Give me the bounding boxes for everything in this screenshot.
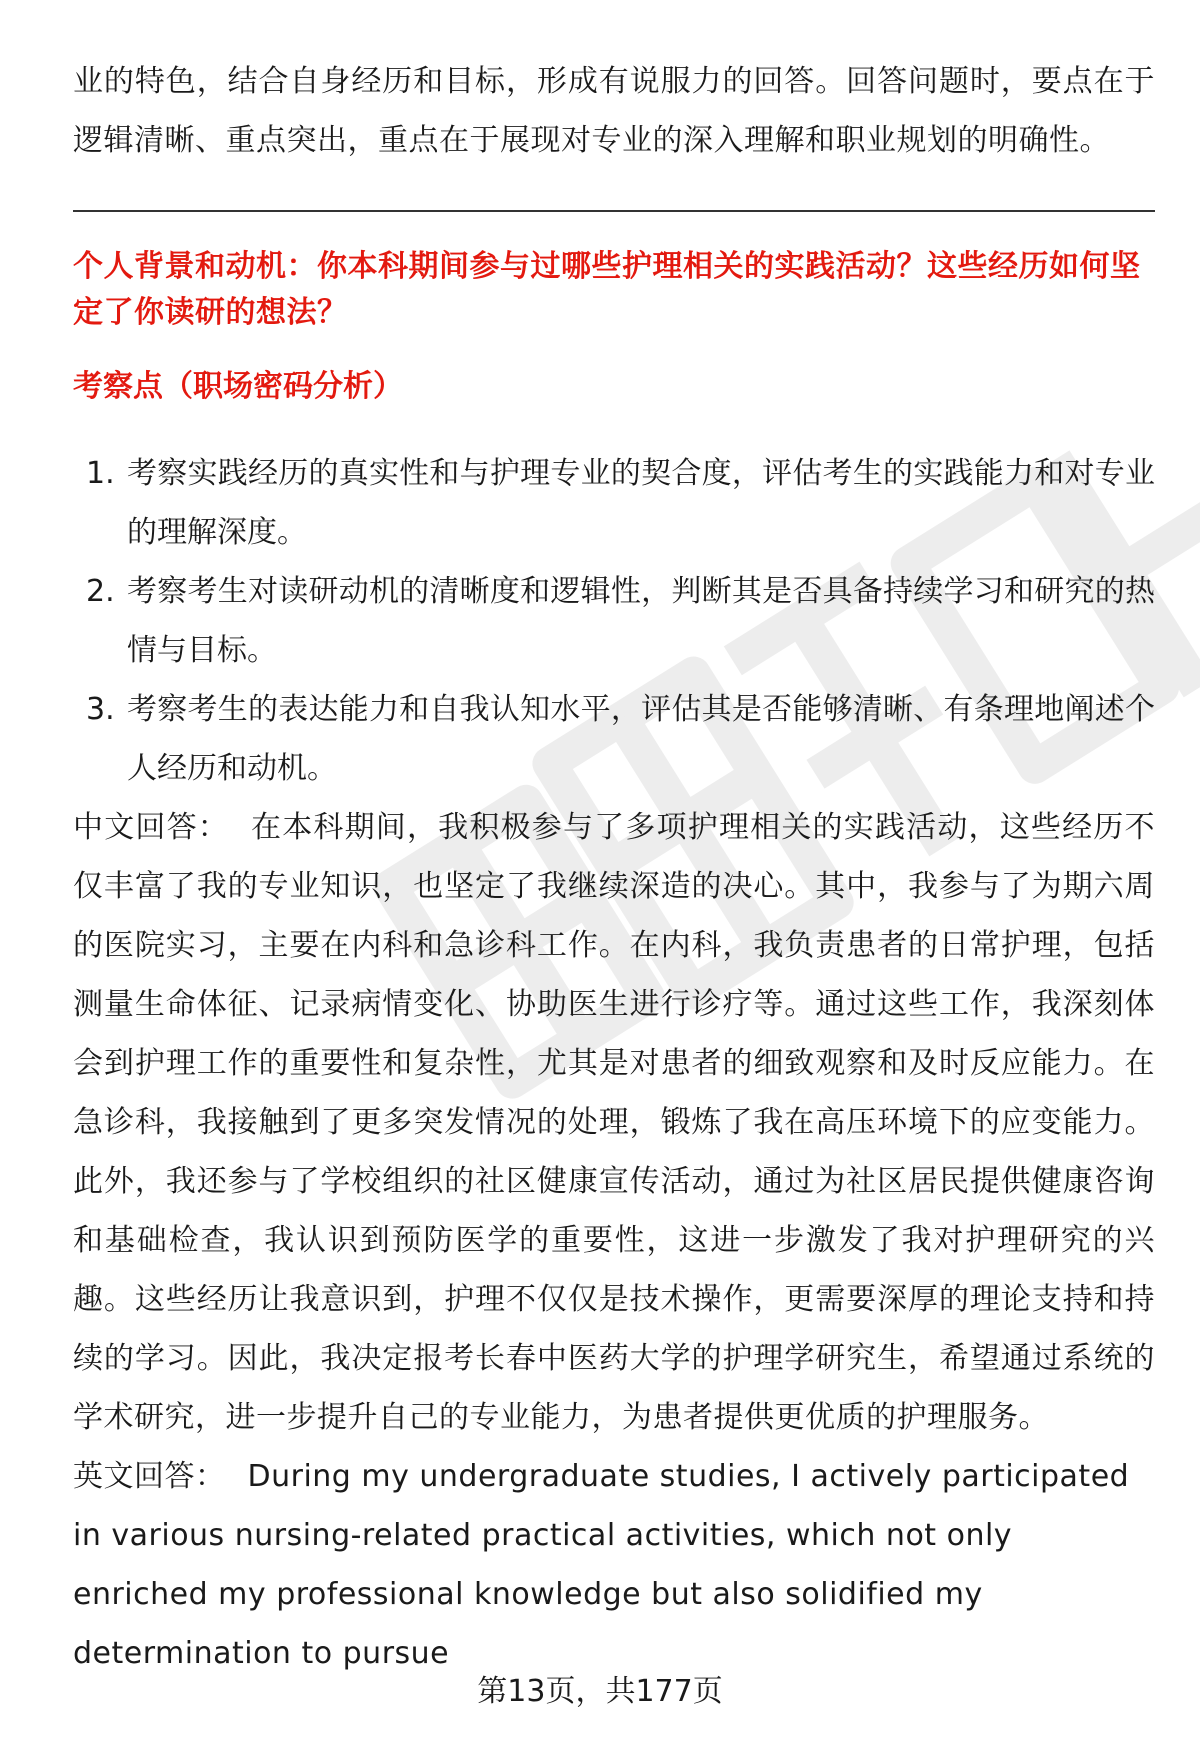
list-item <box>73 562 1155 680</box>
interview-question: 个人背景和动机：你本科期间参与过哪些护理相关的实践活动？这些经历如何坚定了你读研的想法？ <box>73 249 1141 330</box>
list-text: 考察考生对读研动机的清晰度和逻辑性，判断其是否具备持续学习和研究的热情与目标。 <box>127 574 1155 668</box>
points-list <box>73 444 1155 798</box>
intro-paragraph: 业的特色，结合自身经历和目标，形成有说服力的回答。回答问题时，要点在于逻辑清晰、重点突出，重点在于展现对专业的深入理解和职业规划的明确性。 <box>73 64 1155 158</box>
page-number: 第13页，共177页 <box>477 1674 723 1709</box>
answer-chinese-label: 中文回答： <box>73 810 229 845</box>
list-text: 考察考生的表达能力和自我认知水平，评估其是否能够清晰、有条理地阐述个人经历和动机。 <box>127 692 1155 786</box>
list-item <box>73 444 1155 562</box>
section-divider <box>73 210 1155 212</box>
list-number: 2. <box>86 574 115 609</box>
list-text: 考察实践经历的真实性和与护理专业的契合度，评估考生的实践能力和对专业的理解深度。 <box>127 456 1155 550</box>
answer-chinese <box>73 798 1155 1447</box>
list-number: 1. <box>86 456 115 491</box>
answer-english-text: During my undergraduate studies, I actively participated in various nursing-related practical activities, which not only enriched my professional knowledge but also solidified my determination to pursue <box>73 1459 1130 1671</box>
answer-english-label: 英文回答： <box>73 1459 226 1494</box>
list-number: 3. <box>86 692 115 727</box>
list-item <box>73 680 1155 798</box>
answer-english <box>73 1447 1155 1683</box>
answer-chinese-text: 在本科期间，我积极参与了多项护理相关的实践活动，这些经历不仅丰富了我的专业知识，也坚定了我继续深造的决心。其中，我参与了为期六周的医院实习，主要在内科和急诊科工作。在内科，我负责患者的日常护理，包括测量生命体征、记录病情变化、协助医生进行诊疗等。通过这些工作，我深刻体会到护理工作的重要性和复杂性，尤其是对患者的细致观察和及时反应能力。在急诊科，我接触到了更多突发情况的处理，锻炼了我在高压环境下的应变能力。此外，我还参与了学校组织的社区健康宣传活动，通过为社区居民提供健康咨询和基础检查，我认识到预防医学的重要性，这进一步激发了我对护理研究的兴趣。这些经历让我意识到，护理不仅仅是技术操作，更需要深厚的理论支持和持续的学习。因此，我决定报考长春中医药大学的护理学研究生，希望通过系统的学术研究，进一步提升自己的专业能力，为患者提供更优质的护理服务。 <box>73 810 1156 1435</box>
points-title: 考察点（职场密码分析） <box>73 369 403 404</box>
document-page <box>73 52 1155 1683</box>
